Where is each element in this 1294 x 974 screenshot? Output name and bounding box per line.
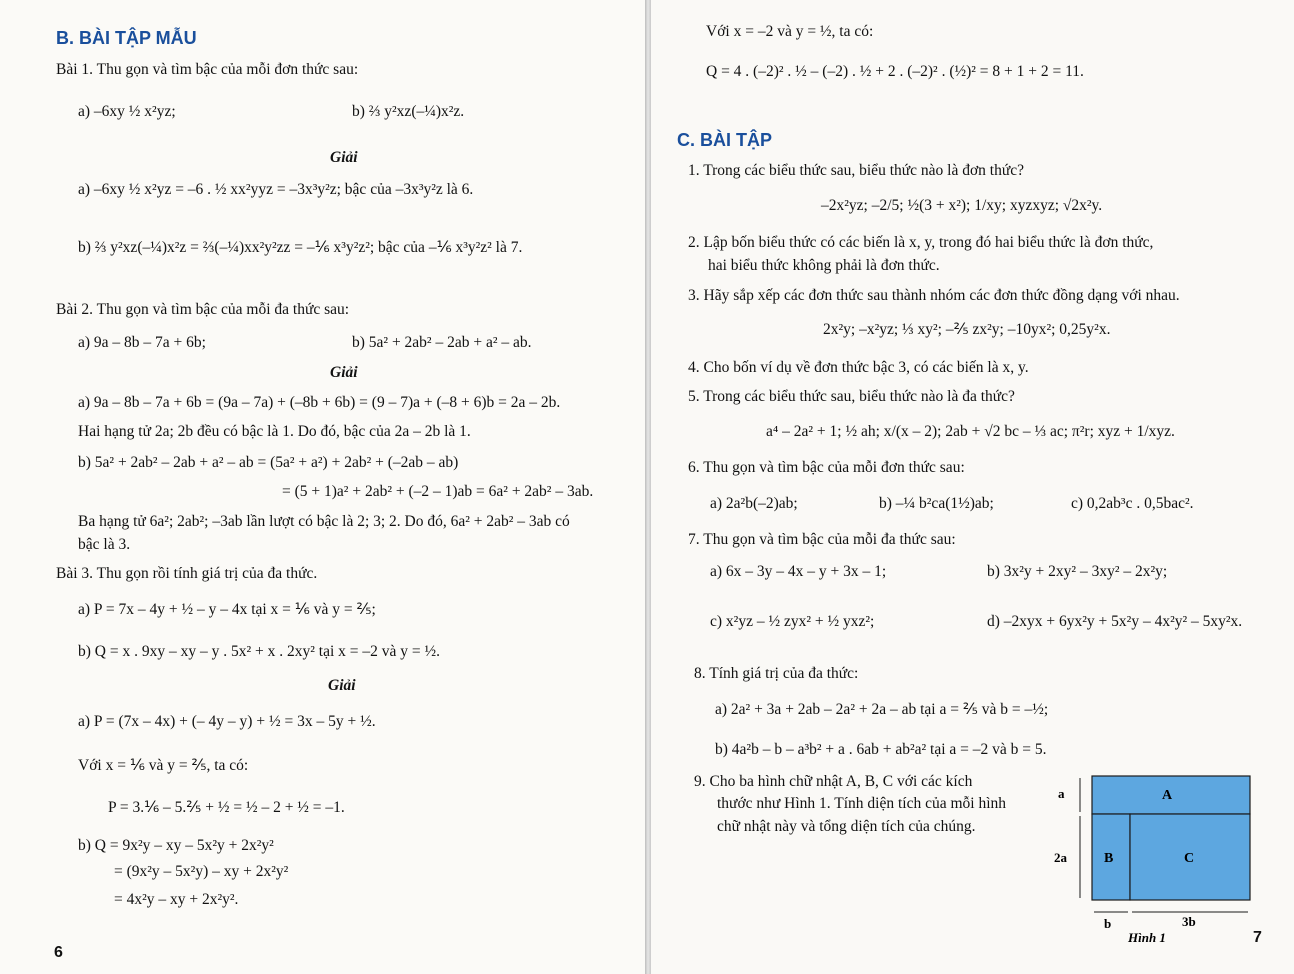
ex3-continued-sub: Với x = –2 và y = ½, ta có:	[706, 23, 874, 40]
exercise-9: 9. Cho ba hình chữ nhật A, B, C với các kích	[694, 773, 973, 790]
figure-1-rectangles	[1050, 770, 1260, 965]
label-a: A	[1162, 788, 1173, 803]
exercise-6-b: b) –¼ b²ca(1½)ab;	[879, 495, 994, 512]
exercise-1-expressions: –2x²yz; –2/5; ½(3 + x²); 1/xy; xyzxyz; √2x²y.	[821, 197, 1103, 214]
exercise-1: 1. Trong các biểu thức sau, biểu thức nào là đơn thức?	[688, 162, 1025, 179]
left-page	[0, 0, 645, 974]
label-b: B	[1104, 851, 1114, 866]
ex1-part-b: b) ⅔ y²xz(–¼)x²z.	[352, 103, 465, 120]
exercise-5-expressions: a⁴ – 2a² + 1; ½ ah; x/(x – 2); 2ab + √2 bc – ⅓ ac; π²r; xyz + 1/xyz.	[766, 423, 1175, 440]
ex3-solution-b-result: = 4x²y – xy + 2x²y².	[114, 891, 239, 908]
ex2-part-b: b) 5a² + 2ab² – 2ab + a² – ab.	[352, 334, 532, 351]
ex2-solution-b-note: Ba hạng tử 6a²; 2ab²; –3ab lần lượt có bậc là 2; 3; 2. Do đó, 6a² + 2ab² – 3ab có	[78, 513, 570, 530]
exercise-7-a: a) 6x – 3y – 4x – y + 3x – 1;	[710, 563, 887, 580]
ex2-solution-a: a) 9a – 8b – 7a + 6b = (9a – 7a) + (–8b + 6b) = (9 – 7)a + (–8 + 6)b = 2a – 2b.	[78, 394, 561, 411]
ex1-solution-a: a) –6xy ½ x²yz = –6 . ½ xx²yyz = –3x³y²z; bậc của –3x³y²z là 6.	[78, 181, 474, 198]
ex3-part-b: b) Q = x . 9xy – xy – y . 5x² + x . 2xy² tại x = –2 và y = ½.	[78, 643, 440, 660]
solution-label: Giải	[330, 364, 358, 381]
page-number: 6	[54, 944, 63, 961]
exercise-7-b: b) 3x²y + 2xy² – 3xy² – 2x²y;	[987, 563, 1168, 580]
exercise-8-a: a) 2a² + 3a + 2ab – 2a² + 2a – ab tại a = ⅖ và b = –½;	[715, 701, 1049, 718]
exercise-3-title: Bài 3. Thu gọn rồi tính giá trị của đa thức.	[56, 565, 318, 582]
exercise-4: 4. Cho bốn ví dụ về đơn thức bậc 3, có các biến là x, y.	[688, 359, 1029, 376]
ex2-solution-a-note: Hai hạng tử 2a; 2b đều có bậc là 1. Do đó, bậc của 2a – 2b là 1.	[78, 423, 471, 440]
solution-label: Giải	[328, 677, 356, 694]
ex2-part-a: a) 9a – 8b – 7a + 6b;	[78, 334, 206, 351]
exercise-9-cont: thước như Hình 1. Tính diện tích của mỗi hình	[717, 795, 1007, 812]
ex3-solution-a-result: P = 3.⅙ – 5.⅖ + ½ = ½ – 2 + ½ = –1.	[108, 799, 345, 816]
exercise-2: 2. Lập bốn biểu thức có các biến là x, y, trong đó hai biểu thức là đơn thức,	[688, 234, 1154, 251]
ex3-part-a: a) P = 7x – 4y + ½ – y – 4x tại x = ⅙ và y = ⅖;	[78, 601, 376, 618]
exercise-7-d: d) –2xyx + 6yx²y + 5x²y – 4x²y² – 5xy²x.	[987, 613, 1243, 630]
ex3-solution-b-step: = (9x²y – 5x²y) – xy + 2x²y²	[114, 863, 289, 880]
exercise-8-b: b) 4a²b – b – a³b² + a . 6ab + ab²a² tại a = –2 và b = 5.	[715, 741, 1047, 758]
exercise-3: 3. Hãy sắp xếp các đơn thức sau thành nhóm các đơn thức đồng dạng với nhau.	[688, 287, 1180, 304]
exercise-5: 5. Trong các biểu thức sau, biểu thức nào là đa thức?	[688, 388, 1015, 405]
dim-label-2a: 2a	[1054, 850, 1067, 865]
label-c: C	[1184, 851, 1195, 866]
exercise-3-monomials: 2x²y; –x²yz; ⅓ xy²; –⅖ zx²y; –10yx²; 0,25y²x.	[823, 321, 1111, 338]
exercise-2-title: Bài 2. Thu gọn và tìm bậc của mỗi đa thức sau:	[56, 301, 350, 318]
ex2-solution-b-note-cont: bậc là 3.	[78, 536, 131, 553]
exercise-6-a: a) 2a²b(–2)ab;	[710, 495, 798, 512]
ex1-part-a: a) –6xy ½ x²yz;	[78, 103, 176, 120]
exercise-2-cont: hai biểu thức không phải là đơn thức.	[708, 257, 940, 274]
dim-label-a: a	[1058, 786, 1065, 801]
ex3-continued-result: Q = 4 . (–2)² . ½ – (–2) . ½ + 2 . (–2)² . (½)² = 8 + 1 + 2 = 11.	[706, 63, 1084, 80]
solution-label: Giải	[330, 149, 358, 166]
ex1-solution-b: b) ⅔ y²xz(–¼)x²z = ⅔(–¼)xx²y²zz = –⅙ x³y²z²; bậc của –⅙ x³y²z² là 7.	[78, 239, 523, 256]
ex3-solution-a-sub: Với x = ⅙ và y = ⅖, ta có:	[78, 757, 249, 774]
ex3-solution-b: b) Q = 9x²y – xy – 5x²y + 2x²y²	[78, 837, 274, 854]
exercise-9-cont2: chữ nhật này và tổng diện tích của chúng.	[717, 818, 976, 835]
dim-label-b: b	[1104, 916, 1112, 931]
ex2-solution-b-cont: = (5 + 1)a² + 2ab² + (–2 – 1)ab = 6a² + 2ab² – 3ab.	[282, 483, 594, 500]
exercise-6: 6. Thu gọn và tìm bậc của mỗi đơn thức sau:	[688, 459, 965, 476]
exercise-7: 7. Thu gọn và tìm bậc của mỗi đa thức sau:	[688, 531, 956, 548]
exercise-1-title: Bài 1. Thu gọn và tìm bậc của mỗi đơn thức sau:	[56, 61, 359, 78]
page-number: 7	[1253, 929, 1262, 946]
section-heading-c: C. BÀI TẬP	[677, 130, 773, 150]
figure-caption: Hình 1	[1128, 930, 1166, 945]
exercise-8: 8. Tính giá trị của đa thức:	[694, 665, 859, 682]
exercise-7-c: c) x²yz – ½ zyx² + ½ yxz²;	[710, 613, 875, 630]
dim-label-3b: 3b	[1182, 914, 1196, 929]
ex3-solution-a: a) P = (7x – 4x) + (– 4y – y) + ½ = 3x – 5y + ½.	[78, 713, 376, 730]
section-heading-b: B. BÀI TẬP MẪU	[56, 28, 197, 48]
exercise-6-c: c) 0,2ab³c . 0,5bac².	[1071, 495, 1194, 512]
ex2-solution-b: b) 5a² + 2ab² – 2ab + a² – ab = (5a² + a²) + 2ab² + (–2ab – ab)	[78, 454, 459, 471]
